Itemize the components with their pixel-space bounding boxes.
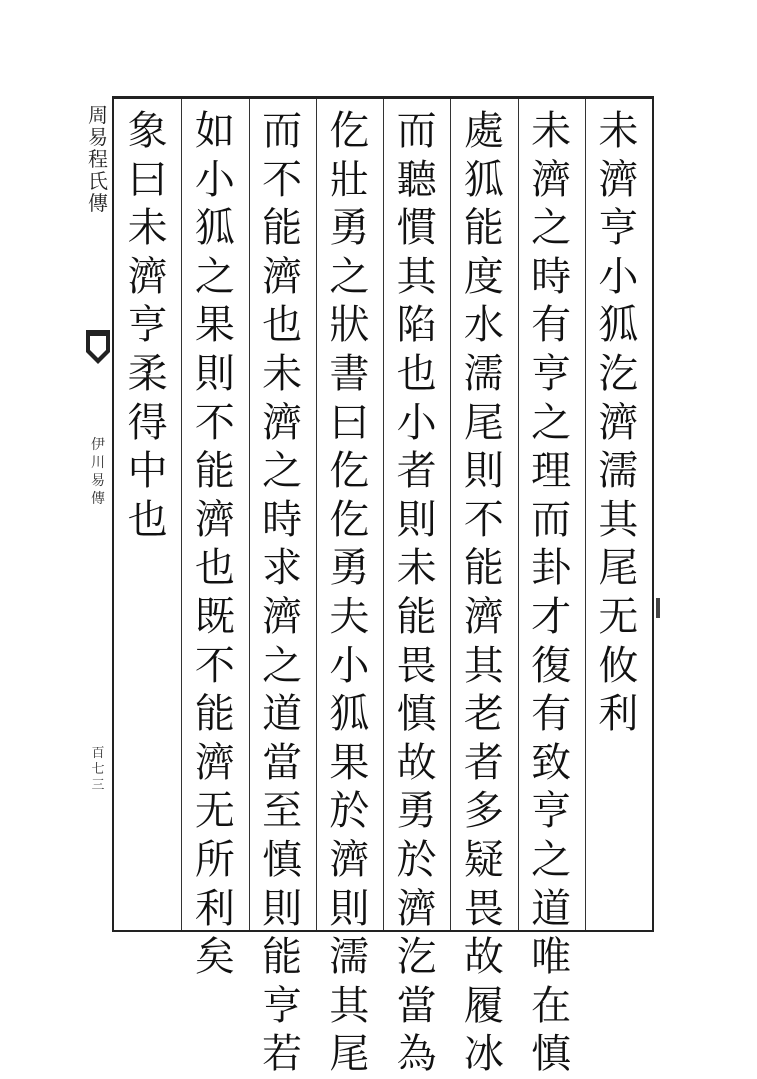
column-1-char: 其	[598, 496, 639, 543]
column-6-char: 當	[262, 739, 303, 786]
column-1-char: 小	[598, 253, 639, 300]
column-5-char: 其	[329, 982, 370, 1029]
column-4-char: 也	[396, 350, 437, 397]
margin-title-char: 川	[91, 455, 105, 471]
column-6-char: 慎	[262, 836, 303, 883]
column-rule	[450, 99, 451, 930]
column-6-char: 能	[262, 934, 303, 981]
column-4-char: 小	[396, 399, 437, 446]
column-4-char: 濟	[396, 885, 437, 932]
column-4-char: 者	[396, 448, 437, 495]
column-3-char: 濡	[463, 350, 504, 397]
column-4-char: 慎	[396, 691, 437, 738]
margin-top-char: 易	[88, 125, 108, 149]
column-3-char: 其	[463, 642, 504, 689]
column-2-char: 有	[531, 691, 572, 738]
column-5-char: 仡	[329, 108, 370, 154]
column-1-char: 无	[598, 593, 639, 640]
column-3-char: 能	[463, 545, 504, 592]
column-2-char: 卦	[531, 545, 572, 592]
column-1-char: 亨	[598, 205, 639, 252]
column-2-char: 慎	[531, 1031, 572, 1078]
column-2-char: 未	[531, 108, 572, 154]
column-2-char: 時	[531, 253, 572, 300]
column-6-char: 而	[262, 108, 303, 154]
column-6-char: 能	[262, 205, 303, 252]
column-2-char: 在	[531, 982, 572, 1029]
column-6-char: 若	[262, 1031, 303, 1078]
margin-top-char: 程	[88, 147, 108, 171]
column-1-char: 尾	[598, 545, 639, 592]
column-5-char: 書	[329, 350, 370, 397]
column-6-char: 不	[262, 156, 303, 203]
column-2-char: 之	[531, 205, 572, 252]
column-1-char: 濟	[598, 399, 639, 446]
column-6-char: 時	[262, 496, 303, 543]
column-7-char: 能	[194, 448, 235, 495]
column-2-char: 亨	[531, 350, 572, 397]
column-8-char: 象	[127, 108, 168, 154]
column-3-char: 者	[463, 739, 504, 786]
column-4-char: 而	[396, 108, 437, 154]
text-column-3	[454, 107, 514, 1079]
text-column-2	[521, 107, 581, 1079]
column-5-char: 於	[329, 788, 370, 835]
margin-top-char: 氏	[88, 169, 108, 193]
margin-top-char: 傳	[88, 191, 108, 215]
text-column-8	[118, 107, 178, 544]
column-5-char: 仡	[329, 496, 370, 543]
column-rule	[181, 99, 182, 930]
column-2-char: 道	[531, 885, 572, 932]
column-1-char: 狐	[598, 302, 639, 349]
column-7-char: 濟	[194, 739, 235, 786]
column-6-char: 則	[262, 885, 303, 932]
column-8-char: 柔	[127, 350, 168, 397]
column-7-char: 所	[194, 836, 235, 883]
column-3-char: 度	[463, 253, 504, 300]
column-5-char: 仡	[329, 448, 370, 495]
column-2-char: 亨	[531, 788, 572, 835]
text-column-6	[252, 107, 312, 1079]
column-3-char: 狐	[463, 156, 504, 203]
column-3-char: 水	[463, 302, 504, 349]
margin-page-number	[88, 746, 108, 794]
column-4-char: 能	[396, 593, 437, 640]
column-6-char: 亨	[262, 982, 303, 1029]
margin-top-char: 周	[88, 103, 108, 127]
column-5-char: 壯	[329, 156, 370, 203]
column-4-char: 聽	[396, 156, 437, 203]
text-column-4	[387, 107, 447, 1079]
text-column-5	[319, 107, 379, 1079]
column-2-char: 復	[531, 642, 572, 689]
column-4-char: 汔	[396, 934, 437, 981]
column-5-char: 勇	[329, 545, 370, 592]
margin-title-char: 傳	[91, 491, 105, 507]
column-4-char: 慣	[396, 205, 437, 252]
column-3-char: 則	[463, 448, 504, 495]
column-2-char: 有	[531, 302, 572, 349]
column-2-char: 而	[531, 496, 572, 543]
column-6-char: 濟	[262, 253, 303, 300]
column-5-char: 果	[329, 739, 370, 786]
column-4-char: 故	[396, 739, 437, 786]
column-1-char: 未	[598, 108, 639, 154]
column-5-char: 夫	[329, 593, 370, 640]
column-7-char: 果	[194, 302, 235, 349]
column-5-char: 之	[329, 253, 370, 300]
margin-page-char: 三	[91, 778, 105, 793]
column-7-char: 則	[194, 350, 235, 397]
column-8-char: 曰	[127, 156, 168, 203]
column-6-char: 之	[262, 642, 303, 689]
column-7-char: 不	[194, 399, 235, 446]
column-7-char: 濟	[194, 496, 235, 543]
column-7-char: 利	[194, 885, 235, 932]
column-1-char: 利	[598, 691, 639, 738]
column-3-char: 老	[463, 691, 504, 738]
column-rule	[518, 99, 519, 930]
column-4-char: 陷	[396, 302, 437, 349]
column-8-char: 亨	[127, 302, 168, 349]
column-8-char: 得	[127, 399, 168, 446]
column-4-char: 則	[396, 496, 437, 543]
column-2-char: 唯	[531, 934, 572, 981]
column-2-char: 之	[531, 399, 572, 446]
column-4-char: 當	[396, 982, 437, 1029]
column-2-char: 濟	[531, 156, 572, 203]
column-8-char: 中	[127, 448, 168, 495]
column-3-char: 處	[463, 108, 504, 154]
column-3-char: 多	[463, 788, 504, 835]
column-rule	[249, 99, 250, 930]
column-4-char: 畏	[396, 642, 437, 689]
column-5-char: 曰	[329, 399, 370, 446]
column-7-char: 如	[194, 108, 235, 154]
column-7-char: 也	[194, 545, 235, 592]
column-6-char: 未	[262, 350, 303, 397]
margin-book-title	[86, 104, 110, 214]
column-1-char: 汔	[598, 350, 639, 397]
column-6-char: 道	[262, 691, 303, 738]
margin-page-char: 七	[91, 762, 105, 777]
column-8-char: 也	[127, 496, 168, 543]
column-5-char: 狀	[329, 302, 370, 349]
column-3-char: 畏	[463, 885, 504, 932]
margin-volume-title	[88, 436, 108, 508]
column-4-char: 於	[396, 836, 437, 883]
text-column-7	[185, 107, 245, 982]
column-7-char: 既	[194, 593, 235, 640]
column-7-char: 小	[194, 156, 235, 203]
column-7-char: 矣	[194, 934, 235, 981]
column-1-char: 攸	[598, 642, 639, 689]
column-5-char: 尾	[329, 1031, 370, 1078]
column-3-char: 尾	[463, 399, 504, 446]
column-3-char: 能	[463, 205, 504, 252]
column-6-char: 之	[262, 448, 303, 495]
column-2-char: 理	[531, 448, 572, 495]
column-4-char: 勇	[396, 788, 437, 835]
text-frame	[112, 96, 654, 1078]
column-6-char: 濟	[262, 593, 303, 640]
fishtail-mark-icon	[84, 328, 112, 368]
column-5-char: 狐	[329, 691, 370, 738]
column-8-char: 未	[127, 205, 168, 252]
column-7-char: 无	[194, 788, 235, 835]
column-3-char: 濟	[463, 593, 504, 640]
margin-mark	[656, 598, 660, 618]
column-3-char: 不	[463, 496, 504, 543]
column-4-char: 其	[396, 253, 437, 300]
column-7-char: 狐	[194, 205, 235, 252]
column-rule	[316, 99, 317, 930]
column-5-char: 濟	[329, 836, 370, 883]
column-3-char: 冰	[463, 1031, 504, 1078]
column-5-char: 小	[329, 642, 370, 689]
column-1-char: 濟	[598, 156, 639, 203]
column-6-char: 求	[262, 545, 303, 592]
column-7-char: 不	[194, 642, 235, 689]
column-6-char: 也	[262, 302, 303, 349]
margin-title-char: 易	[91, 473, 105, 489]
column-4-char: 為	[396, 1031, 437, 1078]
column-rule	[383, 99, 384, 930]
column-4-char: 未	[396, 545, 437, 592]
column-6-char: 濟	[262, 399, 303, 446]
column-5-char: 濡	[329, 934, 370, 981]
margin-page-char: 百	[91, 746, 105, 761]
column-2-char: 才	[531, 593, 572, 640]
column-3-char: 疑	[463, 836, 504, 883]
column-7-char: 能	[194, 691, 235, 738]
column-8-char: 濟	[127, 253, 168, 300]
column-6-char: 至	[262, 788, 303, 835]
column-1-char: 濡	[598, 448, 639, 495]
column-5-char: 則	[329, 885, 370, 932]
margin-title-char: 伊	[91, 437, 105, 453]
column-7-char: 之	[194, 253, 235, 300]
column-5-char: 勇	[329, 205, 370, 252]
column-2-char: 之	[531, 836, 572, 883]
page-margin	[84, 96, 112, 932]
column-rule	[585, 99, 586, 930]
column-3-char: 履	[463, 982, 504, 1029]
column-2-char: 致	[531, 739, 572, 786]
text-column-1	[588, 107, 648, 739]
column-3-char: 故	[463, 934, 504, 981]
